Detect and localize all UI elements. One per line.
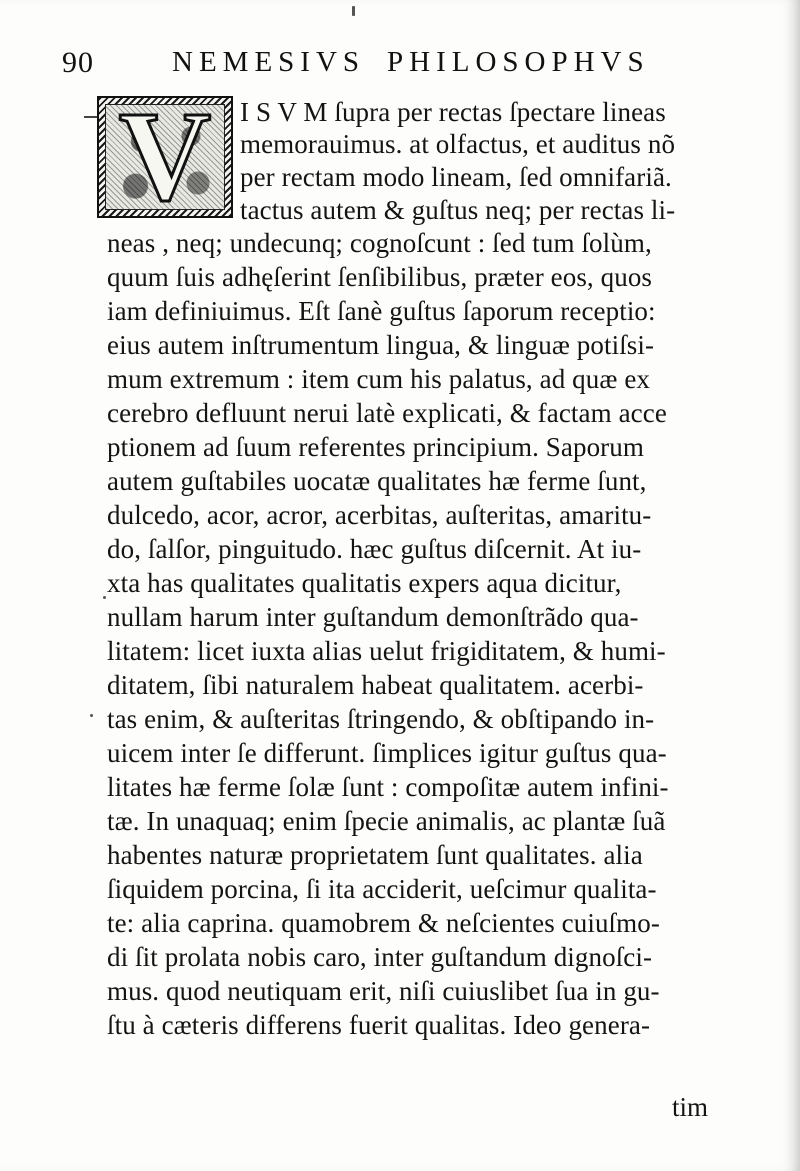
text-line-7: iam definiuimus. Eſt ſanè guſtus ſaporum receptio: [107,296,656,326]
running-head-author: NEMESIVS [172,46,366,78]
text-line-11: ptionem ad ſuum referentes principium. Saporum [107,432,644,462]
text-line-6: quum ſuis adhęſerint ſenſibilibus, præter eos, quos [107,262,653,292]
text-line-18: ditatem, ſibi naturalem habeat qualitatem. acerbi- [107,670,644,700]
text-line-20: uicem inter ſe differunt. ſimplices igitur guſtus qua- [107,738,667,768]
running-head [172,46,650,79]
print-speck [103,596,106,599]
text-line-14: do, ſalſor, pinguitudo. hæc guſtus diſcernit. At iu- [107,534,642,564]
text-line-28: ſtu à cæteris differens fuerit qualitas. Ideo genera- [107,1010,651,1040]
text-line-4: tactus autem & guſtus neq; per rectas li- [240,195,676,225]
text-line-24: ſiquidem porcina, ſi ita acciderit, ueſcimur qualita- [107,874,657,904]
text-line-13: dulcedo, acor, acror, acerbitas, auſteritas, amaritu- [107,500,652,530]
page-number: 90 [62,46,94,79]
initial-letter: V [118,96,212,218]
decorated-initial [97,96,233,218]
text-line-5: neas , neq; undecunq; cognoſcunt : ſed tum ſolùm, [107,228,652,258]
text-line-9: mum extremum : item cum his palatus, ad quæ ex [107,364,651,394]
running-head-title: PHILOSOPHVS [387,46,650,78]
print-speck [90,714,93,717]
text-line-12: autem guſtabiles uocatæ qualitates hæ ferme ſunt, [107,466,647,496]
text-line-8: eius autem inſtrumentum lingua, & linguæ potiſsi- [107,330,655,360]
margin-dash [84,116,98,118]
text-line-21: litates hæ ferme ſolæ ſunt : compoſitæ autem infini- [107,772,669,802]
catchword: tim [672,1092,709,1122]
text-line-1: I S V M ſupra per rectas ſpectare lineas [240,97,666,127]
text-line-19: tas enim, & auſteritas ſtringendo, & obſtipando in- [107,704,655,734]
text-line-15: xta has qualitates qualitatis expers aqua dicitur, [107,568,622,598]
text-line-3: per rectam modo lineam, ſed omnifariã. [240,162,672,192]
text-line-10: cerebro defluunt nerui latè explicati, & factam acce [107,398,667,428]
text-line-25: te: alia caprina. quamobrem & neſcientes cuiuſmo- [107,908,660,938]
print-speck [352,6,355,16]
text-line-26: di ſit prolata nobis caro, inter guſtandum dignoſci- [107,942,653,972]
text-line-2: memorauimus. at olfactus, et auditus nõ [240,129,676,159]
text-line-27: mus. quod neutiquam erit, niſi cuiuslibet ſua in gu- [107,976,660,1006]
text-line-23: habentes naturæ proprietatem ſunt qualitates. alia [107,840,643,870]
text-line-22: tæ. In unaquaq; enim ſpecie animalis, ac plantæ ſuã [107,806,666,836]
text-line-17: litatem: licet iuxta alias uelut frigiditatem, & humi- [107,636,666,666]
text-line-16: nullam harum inter guſtandum demonſtrãdo qua- [107,602,639,632]
